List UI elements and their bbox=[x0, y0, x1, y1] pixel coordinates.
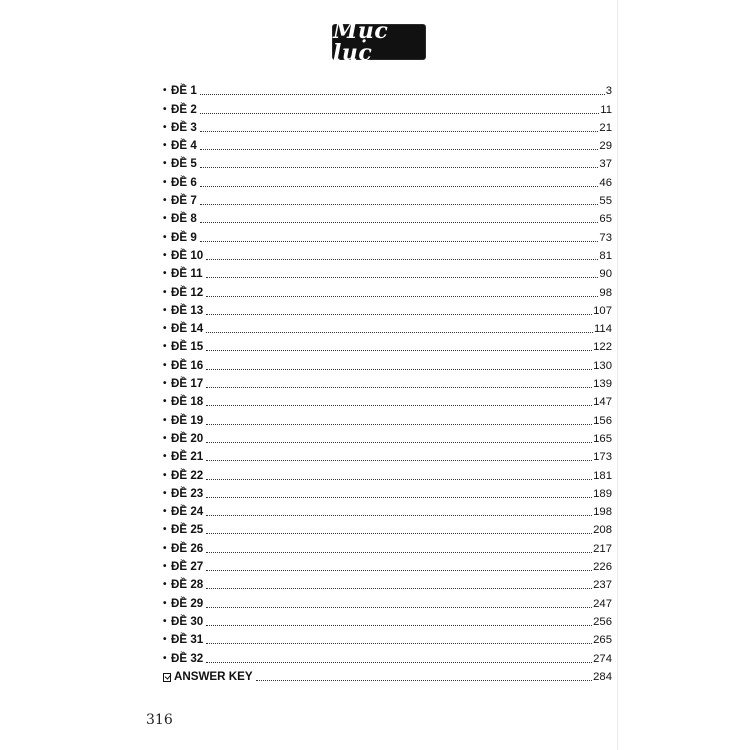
toc-entry-label: ĐỀ 13 bbox=[171, 303, 204, 317]
toc-entry-label: ĐỀ 24 bbox=[171, 505, 204, 519]
bullet-icon: • bbox=[163, 561, 167, 573]
bullet-icon: • bbox=[163, 487, 167, 499]
bullet-icon: • bbox=[163, 359, 167, 371]
bullet-icon: • bbox=[163, 378, 167, 390]
dot-leader bbox=[206, 368, 592, 370]
toc-entry bbox=[163, 98, 612, 116]
dot-leader bbox=[206, 404, 592, 406]
toc-entry bbox=[163, 574, 612, 592]
toc-entry-page: 173 bbox=[593, 451, 612, 464]
toc-entry-page: 11 bbox=[600, 103, 612, 116]
bullet-icon: • bbox=[163, 286, 167, 298]
dot-leader bbox=[200, 221, 599, 223]
toc-entry-label: ĐỀ 16 bbox=[171, 358, 204, 372]
toc-entry bbox=[163, 483, 612, 501]
toc-entry-page: 130 bbox=[593, 359, 612, 372]
toc-entry bbox=[163, 501, 612, 519]
toc-entry bbox=[163, 556, 612, 574]
bullet-icon: • bbox=[163, 432, 167, 444]
bullet-icon: • bbox=[163, 158, 167, 170]
toc-entry-label: ĐỀ 1 bbox=[171, 84, 197, 98]
toc-entry-label: ĐỀ 7 bbox=[171, 194, 197, 208]
toc-entry-page: 256 bbox=[593, 615, 612, 628]
toc-entry-page: 147 bbox=[593, 396, 612, 409]
bullet-icon: • bbox=[163, 323, 167, 335]
bullet-icon: • bbox=[163, 341, 167, 353]
toc-entry-label: ĐỀ 29 bbox=[171, 596, 204, 610]
dot-leader bbox=[206, 441, 592, 443]
toc-entry-label: ĐỀ 18 bbox=[171, 395, 204, 409]
bullet-icon: • bbox=[163, 524, 167, 536]
dot-leader bbox=[200, 166, 599, 168]
toc-entry bbox=[163, 336, 612, 354]
bullet-icon: • bbox=[163, 579, 167, 591]
page-edge-divider bbox=[617, 0, 618, 750]
toc-entry-page: 107 bbox=[593, 304, 612, 317]
toc-entry-page: 165 bbox=[593, 432, 612, 445]
toc-entry bbox=[163, 263, 612, 281]
dot-leader bbox=[206, 459, 592, 461]
toc-entry bbox=[163, 318, 612, 336]
toc-entry bbox=[163, 592, 612, 610]
toc-entry bbox=[163, 464, 612, 482]
toc-entry-label: ĐỀ 3 bbox=[171, 120, 197, 134]
dot-leader bbox=[206, 661, 592, 663]
bullet-icon: • bbox=[163, 231, 167, 243]
toc-entry bbox=[163, 519, 612, 537]
toc-entry-page: 90 bbox=[599, 268, 612, 281]
toc-entry-answer-key bbox=[163, 666, 612, 684]
toc-entry-label: ĐỀ 9 bbox=[171, 230, 197, 244]
bullet-icon: • bbox=[163, 176, 167, 188]
toc-entry bbox=[163, 354, 612, 372]
toc-entry-label: ĐỀ 14 bbox=[171, 322, 204, 336]
toc-entry-page: 55 bbox=[599, 195, 612, 208]
toc-entry bbox=[163, 117, 612, 135]
dot-leader bbox=[206, 551, 592, 553]
bullet-icon: • bbox=[163, 506, 167, 518]
toc-entry bbox=[163, 190, 612, 208]
dot-leader bbox=[206, 423, 592, 425]
bullet-icon: • bbox=[163, 542, 167, 554]
toc-entry-page: 81 bbox=[599, 249, 612, 262]
dot-leader bbox=[206, 331, 593, 333]
toc-entry-label: ĐỀ 15 bbox=[171, 340, 204, 354]
toc-entry-label: ĐỀ 19 bbox=[171, 413, 204, 427]
toc-entry-page: 237 bbox=[593, 579, 612, 592]
toc-entry-page: 21 bbox=[599, 121, 612, 134]
bullet-icon: • bbox=[163, 85, 167, 97]
toc-entry-page: 156 bbox=[593, 414, 612, 427]
bullet-icon: • bbox=[163, 304, 167, 316]
toc-entry bbox=[163, 373, 612, 391]
page-title: Mục lục bbox=[333, 18, 389, 66]
toc-entry-label: ĐỀ 23 bbox=[171, 486, 204, 500]
toc-entry-label: ĐỀ 30 bbox=[171, 614, 204, 628]
toc-entry bbox=[163, 208, 612, 226]
toc-entry-page: 274 bbox=[593, 652, 612, 665]
toc-entry-label: ĐỀ 8 bbox=[171, 212, 197, 226]
toc-entry-page: 226 bbox=[593, 561, 612, 574]
toc-entry-label: ANSWER KEY bbox=[174, 669, 253, 683]
bullet-icon: • bbox=[163, 140, 167, 152]
dot-leader bbox=[206, 313, 592, 315]
dot-leader bbox=[200, 130, 599, 132]
toc-entry-label: ĐỀ 32 bbox=[171, 651, 204, 665]
toc-entry-page: 114 bbox=[593, 323, 612, 336]
bullet-icon: • bbox=[163, 396, 167, 408]
checkbox-icon bbox=[163, 673, 171, 682]
toc-entry bbox=[163, 171, 612, 189]
footer-page-number: 316 bbox=[146, 712, 173, 728]
dot-leader bbox=[206, 258, 598, 260]
toc-entry bbox=[163, 647, 612, 665]
toc-entry-page: 37 bbox=[599, 158, 612, 171]
dot-leader bbox=[200, 185, 599, 187]
toc-entry bbox=[163, 80, 612, 98]
toc-entry-label: ĐỀ 26 bbox=[171, 541, 204, 555]
toc-entry bbox=[163, 245, 612, 263]
toc-entry-label: ĐỀ 4 bbox=[171, 139, 197, 153]
bullet-icon: • bbox=[163, 213, 167, 225]
toc-entry bbox=[163, 446, 612, 464]
bullet-icon: • bbox=[163, 652, 167, 664]
dot-leader bbox=[206, 624, 592, 626]
bullet-icon: • bbox=[163, 469, 167, 481]
dot-leader bbox=[200, 203, 599, 205]
toc-entry-label: ĐỀ 20 bbox=[171, 431, 204, 445]
toc-entry bbox=[163, 537, 612, 555]
dot-leader bbox=[206, 606, 592, 608]
bullet-icon: • bbox=[163, 121, 167, 133]
bullet-icon: • bbox=[163, 634, 167, 646]
toc-entry bbox=[163, 629, 612, 647]
toc-entry-page: 247 bbox=[593, 597, 612, 610]
toc-entry-label: ĐỀ 28 bbox=[171, 578, 204, 592]
toc-entry-label: ĐỀ 31 bbox=[171, 633, 204, 647]
toc-entry-label: ĐỀ 12 bbox=[171, 285, 204, 299]
dot-leader bbox=[206, 569, 592, 571]
toc-entry-label: ĐỀ 6 bbox=[171, 175, 197, 189]
toc-entry-page: 139 bbox=[593, 378, 612, 391]
toc-entry-label: ĐỀ 17 bbox=[171, 377, 204, 391]
toc-entry-label: ĐỀ 21 bbox=[171, 450, 204, 464]
dot-leader bbox=[200, 240, 599, 242]
table-of-contents bbox=[163, 80, 612, 684]
toc-entry bbox=[163, 300, 612, 318]
toc-entry bbox=[163, 391, 612, 409]
dot-leader bbox=[206, 514, 592, 516]
toc-entry-page: 46 bbox=[599, 176, 612, 189]
toc-entry-page: 217 bbox=[593, 542, 612, 555]
dot-leader bbox=[206, 276, 599, 278]
dot-leader bbox=[206, 532, 592, 534]
toc-entry-label: ĐỀ 25 bbox=[171, 523, 204, 537]
bullet-icon: • bbox=[163, 414, 167, 426]
toc-entry-page: 208 bbox=[593, 524, 612, 537]
toc-entry-page: 65 bbox=[599, 213, 612, 226]
dot-leader bbox=[200, 112, 599, 114]
toc-entry-label: ĐỀ 5 bbox=[171, 157, 197, 171]
dot-leader bbox=[200, 148, 599, 150]
toc-entry-page: 189 bbox=[593, 487, 612, 500]
toc-entry-label: ĐỀ 11 bbox=[171, 267, 203, 281]
dot-leader bbox=[206, 478, 592, 480]
bullet-icon: • bbox=[163, 195, 167, 207]
toc-entry-label: ĐỀ 22 bbox=[171, 468, 204, 482]
toc-entry-label: ĐỀ 2 bbox=[171, 102, 197, 116]
toc-entry-page: 284 bbox=[593, 670, 612, 683]
toc-entry-page: 265 bbox=[593, 634, 612, 647]
toc-entry bbox=[163, 409, 612, 427]
dot-leader bbox=[206, 642, 592, 644]
toc-entry-page: 3 bbox=[605, 85, 612, 98]
bullet-icon: • bbox=[163, 597, 167, 609]
dot-leader bbox=[200, 93, 605, 95]
dot-leader bbox=[206, 295, 598, 297]
bullet-icon: • bbox=[163, 103, 167, 115]
dot-leader bbox=[206, 496, 592, 498]
toc-entry bbox=[163, 135, 612, 153]
toc-entry-label: ĐỀ 10 bbox=[171, 248, 204, 262]
dot-leader bbox=[206, 386, 592, 388]
dot-leader bbox=[256, 679, 593, 681]
toc-entry-page: 122 bbox=[593, 341, 612, 354]
dot-leader bbox=[206, 587, 592, 589]
toc-entry-label: ĐỀ 27 bbox=[171, 560, 204, 574]
toc-entry bbox=[163, 281, 612, 299]
toc-entry bbox=[163, 153, 612, 171]
toc-entry bbox=[163, 611, 612, 629]
bullet-icon: • bbox=[163, 451, 167, 463]
toc-entry-page: 181 bbox=[593, 469, 612, 482]
toc-entry bbox=[163, 226, 612, 244]
bullet-icon: • bbox=[163, 249, 167, 261]
toc-entry-page: 73 bbox=[599, 231, 612, 244]
bullet-icon: • bbox=[163, 268, 167, 280]
toc-entry-page: 198 bbox=[593, 506, 612, 519]
toc-entry bbox=[163, 428, 612, 446]
toc-entry-page: 98 bbox=[599, 286, 612, 299]
dot-leader bbox=[206, 349, 592, 351]
toc-entry-page: 29 bbox=[599, 140, 612, 153]
bullet-icon: • bbox=[163, 615, 167, 627]
title-banner bbox=[333, 18, 425, 66]
